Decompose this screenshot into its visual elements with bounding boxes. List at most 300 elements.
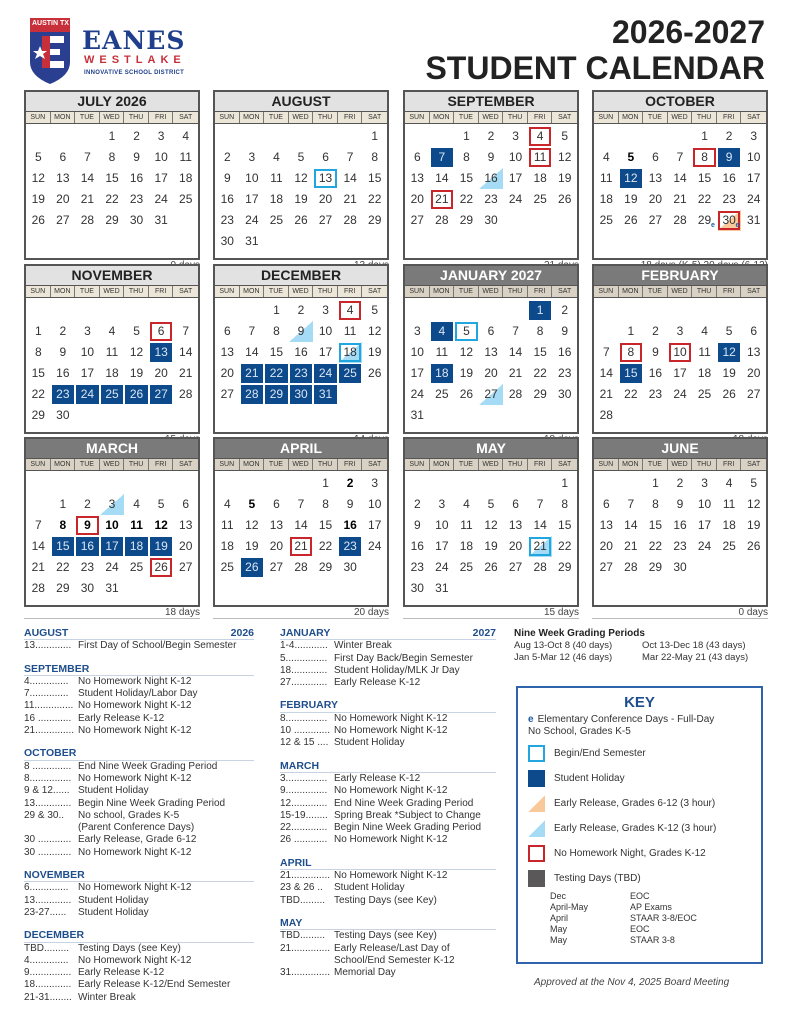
day-cell[interactable]: 2	[297, 303, 305, 317]
day-cell[interactable]: 28	[80, 213, 95, 227]
day-cell[interactable]: 19	[747, 518, 761, 532]
day-cell[interactable]: 11	[698, 345, 711, 359]
day-cell[interactable]: 26	[624, 213, 638, 227]
day-cell[interactable]: 25	[435, 387, 449, 401]
day-cell[interactable]: 25	[697, 387, 712, 401]
day-cell[interactable]: 21	[179, 366, 193, 380]
day-cell[interactable]: 27	[150, 385, 173, 404]
day-cell[interactable]: 6	[322, 150, 329, 164]
day-cell[interactable]: 13	[179, 518, 193, 532]
day-cell[interactable]: 30 e	[717, 210, 742, 231]
day-cell[interactable]: 6	[149, 321, 174, 342]
day-cell[interactable]: 27	[599, 560, 613, 574]
day-cell[interactable]: 23	[290, 364, 313, 383]
day-cell[interactable]: 6	[59, 150, 67, 164]
day-cell[interactable]: 4	[602, 150, 610, 164]
day-cell[interactable]: 28	[624, 560, 638, 574]
day-cell[interactable]: 24	[245, 213, 259, 227]
day-cell[interactable]: 3	[371, 476, 379, 490]
day-cell[interactable]: 30	[80, 581, 95, 595]
day-cell[interactable]: 1	[371, 129, 379, 143]
day-cell[interactable]: 29	[533, 387, 547, 401]
day-cell[interactable]: 4	[182, 129, 190, 143]
day-cell[interactable]: 7	[248, 324, 256, 338]
day-cell[interactable]: 2	[487, 129, 495, 143]
day-cell[interactable]: 16	[479, 168, 504, 189]
day-cell[interactable]: 28	[673, 213, 687, 227]
day-cell[interactable]: 20	[747, 366, 761, 380]
day-cell[interactable]: 12	[129, 345, 144, 359]
day-cell[interactable]: 9	[75, 515, 100, 536]
day-cell[interactable]: 12	[368, 324, 382, 338]
day-cell[interactable]: 27	[179, 560, 193, 574]
day-cell[interactable]: 7	[536, 497, 544, 511]
day-cell[interactable]: 5	[750, 476, 758, 490]
day-cell[interactable]: 14	[294, 518, 308, 532]
day-cell[interactable]: 11	[221, 518, 234, 532]
day-cell[interactable]: 21	[430, 189, 455, 210]
day-cell[interactable]: 13	[484, 345, 498, 359]
day-cell[interactable]: 22	[31, 387, 45, 401]
day-cell[interactable]: 21	[80, 192, 95, 206]
day-cell[interactable]: 28	[294, 560, 308, 574]
day-cell[interactable]: 13	[747, 345, 761, 359]
day-cell[interactable]: 23	[722, 192, 736, 206]
day-cell[interactable]: 18	[697, 366, 712, 380]
day-cell[interactable]: 3	[100, 494, 125, 515]
day-cell[interactable]: 12	[459, 345, 474, 359]
day-cell[interactable]: 3	[322, 303, 329, 317]
day-cell[interactable]: 19	[31, 192, 45, 206]
day-cell[interactable]: 2	[652, 324, 659, 338]
day-cell[interactable]: 6	[182, 497, 190, 511]
day-cell[interactable]: 15	[105, 171, 119, 185]
day-cell[interactable]: 1	[701, 129, 708, 143]
day-cell[interactable]: 21	[289, 536, 314, 557]
day-cell[interactable]: 8	[273, 324, 280, 338]
day-cell[interactable]: 20	[599, 539, 613, 553]
day-cell[interactable]: 22	[368, 192, 382, 206]
day-cell[interactable]: 1	[529, 301, 552, 320]
day-cell[interactable]: 15	[52, 537, 75, 556]
day-cell[interactable]: 20	[508, 539, 523, 553]
day-cell[interactable]: 27	[479, 384, 504, 405]
day-cell[interactable]: 9	[346, 497, 354, 511]
day-cell[interactable]: 17	[368, 518, 382, 532]
day-cell[interactable]: 3	[750, 129, 758, 143]
day-cell[interactable]: 13	[56, 171, 70, 185]
day-cell[interactable]: 29	[368, 213, 382, 227]
day-cell[interactable]: 21	[343, 192, 357, 206]
day-cell[interactable]: 24	[508, 192, 523, 206]
day-cell[interactable]: 24	[435, 560, 449, 574]
day-cell[interactable]: 4	[701, 324, 708, 338]
day-cell[interactable]: 20	[410, 192, 424, 206]
day-cell[interactable]: 30	[410, 581, 424, 595]
day-cell[interactable]: 19	[150, 537, 173, 556]
day-cell[interactable]: 29	[105, 213, 119, 227]
day-cell[interactable]: 7	[297, 497, 305, 511]
day-cell[interactable]: 18	[431, 364, 454, 383]
day-cell[interactable]: 16	[343, 518, 357, 532]
day-cell[interactable]: 8	[108, 150, 116, 164]
day-cell[interactable]: 24	[154, 192, 168, 206]
day-cell[interactable]: 9	[718, 148, 741, 167]
day-cell[interactable]: 26	[747, 539, 761, 553]
day-cell[interactable]: 4	[338, 300, 363, 321]
day-cell[interactable]: 9	[487, 150, 495, 164]
day-cell[interactable]: 19	[722, 366, 736, 380]
day-cell[interactable]: 8	[619, 342, 644, 363]
day-cell[interactable]: 27	[56, 213, 70, 227]
day-cell[interactable]: 14	[508, 345, 523, 359]
day-cell[interactable]: 13	[269, 518, 284, 532]
day-cell[interactable]: 9	[561, 324, 569, 338]
day-cell[interactable]: 1	[652, 476, 659, 490]
day-cell[interactable]: 22	[105, 192, 119, 206]
day-cell[interactable]: 5	[248, 497, 256, 511]
day-cell[interactable]: 24	[673, 387, 687, 401]
day-cell[interactable]: 2	[413, 497, 421, 511]
day-cell[interactable]: 17	[410, 366, 424, 380]
day-cell[interactable]: 11	[600, 171, 613, 185]
day-cell[interactable]: 30	[290, 385, 313, 404]
day-cell[interactable]: 6	[652, 150, 659, 164]
day-cell[interactable]: 16	[294, 345, 308, 359]
day-cell[interactable]: 4	[463, 497, 470, 511]
day-cell[interactable]: 21	[624, 539, 638, 553]
day-cell[interactable]: 14	[31, 539, 45, 553]
day-cell[interactable]: 4	[133, 497, 140, 511]
day-cell[interactable]: 5	[157, 497, 165, 511]
day-cell[interactable]: 9	[223, 171, 231, 185]
day-cell[interactable]: 16	[722, 171, 736, 185]
day-cell[interactable]: 31	[435, 581, 449, 595]
day-cell[interactable]: 16	[76, 537, 99, 556]
day-cell[interactable]: 3	[157, 129, 165, 143]
day-cell[interactable]: 17	[101, 537, 124, 556]
day-cell[interactable]: 6	[512, 497, 519, 511]
day-cell[interactable]: 24	[105, 560, 119, 574]
day-cell[interactable]: 8	[371, 150, 379, 164]
day-cell[interactable]: 1	[561, 476, 569, 490]
day-cell[interactable]: 4	[431, 322, 454, 341]
day-cell[interactable]: 29	[459, 213, 474, 227]
day-cell[interactable]: 22	[697, 192, 712, 206]
day-cell[interactable]: 29	[31, 408, 45, 422]
day-cell[interactable]: 27	[747, 387, 761, 401]
day-cell[interactable]: 23	[558, 366, 572, 380]
day-cell[interactable]: 11	[130, 518, 143, 532]
day-cell[interactable]: 25	[220, 560, 234, 574]
day-cell[interactable]: 23	[339, 537, 362, 556]
day-cell[interactable]: 15	[269, 345, 284, 359]
day-cell[interactable]: 19	[558, 171, 572, 185]
day-cell[interactable]: 7	[512, 324, 519, 338]
day-cell[interactable]: 18	[269, 192, 284, 206]
day-cell[interactable]: 15	[31, 366, 45, 380]
day-cell[interactable]: 2	[725, 129, 733, 143]
day-cell[interactable]: 26	[722, 387, 736, 401]
day-cell[interactable]: 8	[536, 324, 544, 338]
day-cell[interactable]: 12	[620, 169, 643, 188]
day-cell[interactable]: 26	[149, 557, 174, 578]
day-cell[interactable]: 10	[368, 497, 382, 511]
day-cell[interactable]: 28	[241, 385, 264, 404]
day-cell[interactable]: 12	[294, 171, 308, 185]
day-cell[interactable]: 7	[431, 148, 454, 167]
day-cell[interactable]: 1	[108, 129, 116, 143]
day-cell[interactable]: 9	[676, 497, 684, 511]
day-cell[interactable]: 11	[435, 345, 449, 359]
day-cell[interactable]: 25	[722, 539, 736, 553]
day-cell[interactable]: 17	[435, 539, 449, 553]
day-cell[interactable]: 22	[558, 539, 572, 553]
day-cell[interactable]: 17	[154, 171, 168, 185]
day-cell[interactable]: 31	[314, 385, 337, 404]
day-cell[interactable]: 28	[179, 387, 193, 401]
day-cell[interactable]: 26	[31, 213, 45, 227]
day-cell[interactable]: 4	[528, 126, 553, 147]
day-cell[interactable]: 20	[56, 192, 70, 206]
day-cell[interactable]: 18	[220, 539, 234, 553]
day-cell[interactable]: 15	[697, 171, 712, 185]
day-cell[interactable]: 23	[648, 387, 663, 401]
day-cell[interactable]: 13	[410, 171, 424, 185]
day-cell[interactable]: 2	[561, 303, 569, 317]
day-cell[interactable]: 5	[725, 324, 733, 338]
day-cell[interactable]: 1	[463, 129, 470, 143]
day-cell[interactable]: 3	[84, 324, 91, 338]
day-cell[interactable]: 23	[484, 192, 498, 206]
day-cell[interactable]: 16	[648, 366, 663, 380]
day-cell[interactable]: 10	[747, 150, 761, 164]
day-cell[interactable]: 2	[84, 497, 91, 511]
day-cell[interactable]: 16	[129, 171, 144, 185]
day-cell[interactable]: 5	[454, 321, 479, 342]
day-cell[interactable]: 28	[435, 213, 449, 227]
day-cell[interactable]: 21	[508, 366, 523, 380]
day-cell[interactable]: 26	[241, 558, 264, 577]
day-cell[interactable]: 7	[84, 150, 91, 164]
day-cell[interactable]: 7	[627, 497, 635, 511]
day-cell[interactable]: 19	[459, 366, 474, 380]
day-cell[interactable]: 23	[220, 213, 234, 227]
day-cell[interactable]: 16	[220, 192, 234, 206]
day-cell[interactable]: 11	[179, 150, 192, 164]
day-cell[interactable]: 9	[652, 345, 659, 359]
day-cell[interactable]: 20	[269, 539, 284, 553]
day-cell[interactable]: 6	[223, 324, 231, 338]
day-cell[interactable]: 9	[59, 345, 67, 359]
day-cell[interactable]: 14	[533, 518, 547, 532]
day-cell[interactable]: 30	[220, 234, 234, 248]
day-cell[interactable]: 25	[339, 364, 362, 383]
day-cell[interactable]: 17	[697, 518, 712, 532]
day-cell[interactable]: 24	[697, 539, 712, 553]
day-cell[interactable]: 15	[620, 364, 643, 383]
day-cell[interactable]: 1	[34, 324, 42, 338]
day-cell[interactable]: 30	[673, 560, 687, 574]
day-cell[interactable]: 6	[273, 497, 280, 511]
day-cell[interactable]: 15	[648, 518, 663, 532]
day-cell[interactable]: 27	[269, 560, 284, 574]
day-cell[interactable]: 13	[599, 518, 613, 532]
day-cell[interactable]: 8	[652, 497, 659, 511]
day-cell[interactable]: 19	[368, 345, 382, 359]
day-cell[interactable]: 28	[533, 560, 547, 574]
day-cell[interactable]: 26	[484, 560, 498, 574]
day-cell[interactable]: 26	[294, 213, 308, 227]
day-cell[interactable]: 17	[747, 171, 761, 185]
day-cell[interactable]: 10	[318, 324, 333, 338]
day-cell[interactable]: 10	[245, 171, 259, 185]
day-cell[interactable]: 7	[34, 518, 42, 532]
day-cell[interactable]: 25	[129, 560, 144, 574]
day-cell[interactable]: 14	[245, 345, 259, 359]
day-cell[interactable]: 3	[512, 129, 519, 143]
day-cell[interactable]: 31	[154, 213, 168, 227]
day-cell[interactable]: 26	[368, 366, 382, 380]
day-cell[interactable]: 9	[133, 150, 140, 164]
day-cell[interactable]: 11	[460, 518, 473, 532]
day-cell[interactable]: 19	[294, 192, 308, 206]
day-cell[interactable]: 15	[558, 518, 572, 532]
day-cell[interactable]: 25	[599, 213, 613, 227]
day-cell[interactable]: 10	[105, 518, 119, 532]
day-cell[interactable]: 29	[318, 560, 333, 574]
day-cell[interactable]: 3	[676, 324, 684, 338]
day-cell[interactable]: 18	[338, 342, 363, 363]
day-cell[interactable]: 1	[627, 324, 635, 338]
day-cell[interactable]: 11	[528, 147, 553, 168]
day-cell[interactable]: 30	[558, 387, 572, 401]
day-cell[interactable]: 4	[273, 150, 280, 164]
day-cell[interactable]: 23	[129, 192, 144, 206]
day-cell[interactable]: 10	[697, 497, 712, 511]
day-cell[interactable]: 2	[59, 324, 67, 338]
day-cell[interactable]: 26	[125, 385, 148, 404]
day-cell[interactable]: 14	[599, 366, 613, 380]
day-cell[interactable]: 5	[133, 324, 140, 338]
day-cell[interactable]: 28	[508, 387, 523, 401]
day-cell[interactable]: 2	[133, 129, 140, 143]
day-cell[interactable]: 10	[668, 342, 693, 363]
day-cell[interactable]: 19	[245, 539, 259, 553]
day-cell[interactable]: 20	[154, 366, 168, 380]
day-cell[interactable]: 15	[459, 171, 474, 185]
day-cell[interactable]: 16	[673, 518, 687, 532]
day-cell[interactable]: 5	[371, 303, 379, 317]
day-cell[interactable]: 10	[80, 345, 95, 359]
day-cell[interactable]: 20	[648, 192, 663, 206]
day-cell[interactable]: 17	[673, 366, 687, 380]
day-cell[interactable]: 12	[154, 518, 168, 532]
day-cell[interactable]: 8	[59, 518, 67, 532]
day-cell[interactable]: 23	[673, 539, 687, 553]
day-cell[interactable]: 6	[602, 497, 610, 511]
day-cell[interactable]: 12	[747, 497, 761, 511]
day-cell[interactable]: 30	[484, 213, 498, 227]
day-cell[interactable]: 29	[648, 560, 663, 574]
day-cell[interactable]: 23	[52, 385, 75, 404]
day-cell[interactable]: 30	[343, 560, 357, 574]
day-cell[interactable]: 24	[76, 385, 99, 404]
day-cell[interactable]: 4	[725, 476, 733, 490]
day-cell[interactable]: 25	[533, 192, 547, 206]
day-cell[interactable]: 14	[179, 345, 193, 359]
day-cell[interactable]: 18	[125, 537, 148, 556]
day-cell[interactable]: 14	[343, 171, 357, 185]
day-cell[interactable]: 23	[80, 560, 95, 574]
day-cell[interactable]: 24	[368, 539, 382, 553]
day-cell[interactable]: 7	[182, 324, 190, 338]
day-cell[interactable]: 31	[747, 213, 761, 227]
day-cell[interactable]: 28	[599, 408, 613, 422]
day-cell[interactable]: 11	[270, 171, 283, 185]
day-cell[interactable]: 28	[343, 213, 357, 227]
day-cell[interactable]: 24	[747, 192, 761, 206]
day-cell[interactable]: 8	[692, 147, 717, 168]
day-cell[interactable]: 30	[129, 213, 144, 227]
day-cell[interactable]: 26	[558, 192, 572, 206]
day-cell[interactable]: 18	[599, 192, 613, 206]
day-cell[interactable]: 14	[435, 171, 449, 185]
day-cell[interactable]: 6	[750, 324, 758, 338]
day-cell[interactable]: 1	[59, 497, 67, 511]
day-cell[interactable]: 18	[105, 366, 119, 380]
day-cell[interactable]: 5	[34, 150, 42, 164]
day-cell[interactable]: 31	[410, 408, 424, 422]
day-cell[interactable]: 22	[459, 192, 474, 206]
day-cell[interactable]: 29 e	[697, 213, 715, 229]
day-cell[interactable]: 10	[435, 518, 449, 532]
day-cell[interactable]: 20	[318, 192, 333, 206]
day-cell[interactable]: 12	[31, 171, 45, 185]
day-cell[interactable]: 4	[108, 324, 116, 338]
day-cell[interactable]: 16	[410, 539, 424, 553]
day-cell[interactable]: 25	[269, 213, 284, 227]
day-cell[interactable]: 24	[410, 387, 424, 401]
day-cell[interactable]: 8	[34, 345, 42, 359]
day-cell[interactable]: 6	[487, 324, 495, 338]
day-cell[interactable]: 31	[105, 581, 119, 595]
day-cell[interactable]: 7	[676, 150, 684, 164]
day-cell[interactable]: 24	[314, 364, 337, 383]
day-cell[interactable]: 19	[129, 366, 144, 380]
day-cell[interactable]: 19	[484, 539, 498, 553]
day-cell[interactable]: 26	[459, 387, 474, 401]
day-cell[interactable]: 19	[624, 192, 638, 206]
day-cell[interactable]: 27	[410, 213, 424, 227]
day-cell[interactable]: 21	[31, 560, 45, 574]
day-cell[interactable]: 22	[648, 539, 663, 553]
day-cell[interactable]: 17	[80, 366, 95, 380]
day-cell[interactable]: 13	[313, 168, 338, 189]
day-cell[interactable]: 8	[561, 497, 569, 511]
day-cell[interactable]: 21	[673, 192, 687, 206]
day-cell[interactable]: 5	[627, 150, 635, 164]
day-cell[interactable]: 3	[248, 150, 256, 164]
day-cell[interactable]: 18	[179, 171, 193, 185]
day-cell[interactable]: 14	[673, 171, 687, 185]
day-cell[interactable]: 12	[558, 150, 572, 164]
day-cell[interactable]: 27	[220, 387, 234, 401]
day-cell[interactable]: 5	[487, 497, 495, 511]
day-cell[interactable]: 18	[533, 171, 547, 185]
day-cell[interactable]: 14	[80, 171, 95, 185]
day-cell[interactable]: 13	[220, 345, 234, 359]
